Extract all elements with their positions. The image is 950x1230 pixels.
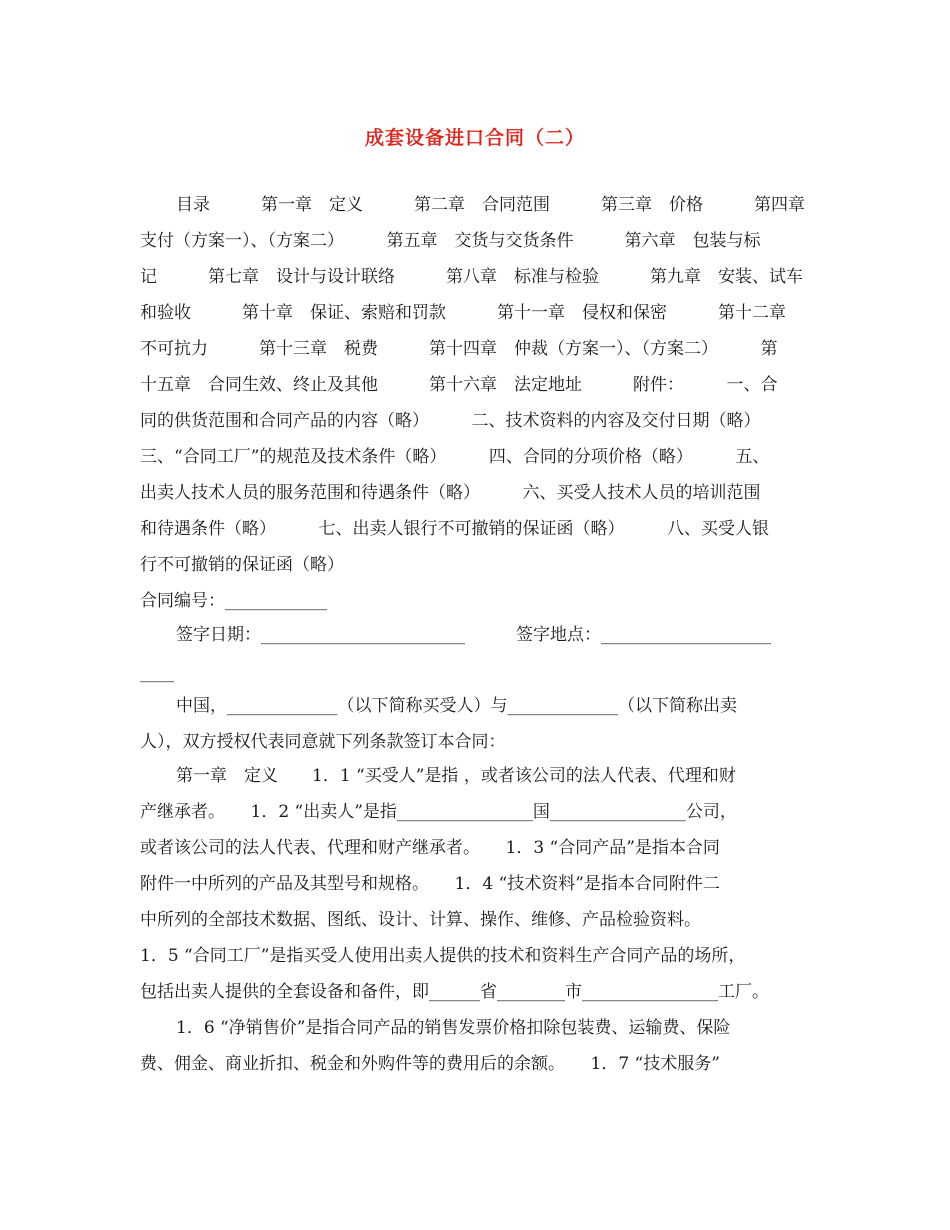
toc-line-7: 同的供货范围和合同产品的内容（略） 二、技术资料的内容及交付日期（略） xyxy=(140,411,761,431)
definitions-line-7: 包括出卖人提供的全套设备和备件，即______省________市________________工厂。 xyxy=(140,982,769,1002)
definitions-line-5: 中所列的全部技术数据、图纸、设计、计算、操作、维修、产品检验资料。 xyxy=(140,910,701,930)
toc-line-6: 十五章 合同生效、终止及其他 第十六章 法定地址 附件： 一、合 xyxy=(140,375,778,395)
toc-line-9: 出卖人技术人员的服务范围和待遇条件（略） 六、买受人技术人员的培训范围 xyxy=(140,483,761,503)
definitions-line-1: 第一章 定义 1．1 “买受人”是指 ，或者该公司的法人代表、代理和财 xyxy=(176,766,736,786)
definitions-line-9: 费、佣金、商业折扣、税金和外购件等的费用后的余额。 1．7 “技术服务” xyxy=(140,1054,720,1074)
definitions-line-3: 或者该公司的法人代表、代理和财产继承者。 1．3 “合同产品”是指本合同 xyxy=(140,838,720,858)
definitions-line-8: 1．6 “净销售价”是指合同产品的销售发票价格扣除包装费、运输费、保险 xyxy=(176,1018,731,1038)
toc-line-1: 目录 第一章 定义 第二章 合同范围 第三章 价格 第四章 xyxy=(176,195,805,215)
definitions-line-6: 1．5 “合同工厂”是指买受人使用出卖人提供的技术和资料生产合同产品的场所， xyxy=(140,946,746,966)
contract-number-line: 合同编号：____________ xyxy=(140,591,327,611)
signing-place-continuation: ____ xyxy=(140,663,174,683)
document-title: 成套设备进口合同（二） xyxy=(364,127,585,149)
toc-line-11: 行不可撤销的保证函（略） xyxy=(140,555,344,575)
signing-date-place-line: 签字日期：________________________ 签字地点：____________________ xyxy=(176,625,771,645)
parties-line-2: 人），双方授权代表同意就下列条款签订本合同： xyxy=(140,732,506,752)
toc-line-4: 和验收 第十章 保证、索赔和罚款 第十一章 侵权和保密 第十二章 xyxy=(140,303,786,323)
toc-line-10: 和待遇条件（略） 七、出卖人银行不可撤销的保证函（略） 八、买受人银 xyxy=(140,519,769,539)
toc-line-3: 记 第七章 设计与设计联络 第八章 标准与检验 第九章 安装、试车 xyxy=(140,267,803,287)
toc-line-5: 不可抗力 第十三章 税费 第十四章 仲裁（方案一）、（方案二） 第 xyxy=(140,339,778,359)
definitions-line-4: 附件一中所列的产品及其型号和规格。 1．4 “技术资料”是指本合同附件二 xyxy=(140,874,720,894)
toc-line-8: 三、“合同工厂”的规范及技术条件（略） 四、合同的分项价格（略） 五、 xyxy=(140,447,770,467)
toc-line-2: 支付（方案一）、（方案二） 第五章 交货与交货条件 第六章 包装与标 xyxy=(140,231,761,251)
definitions-line-2: 产继承者。 1．2 “出卖人”是指________________国________________公司， xyxy=(140,802,737,822)
parties-line-1: 中国，_____________（以下简称买受人）与_____________（以下简称出卖 xyxy=(176,696,737,716)
